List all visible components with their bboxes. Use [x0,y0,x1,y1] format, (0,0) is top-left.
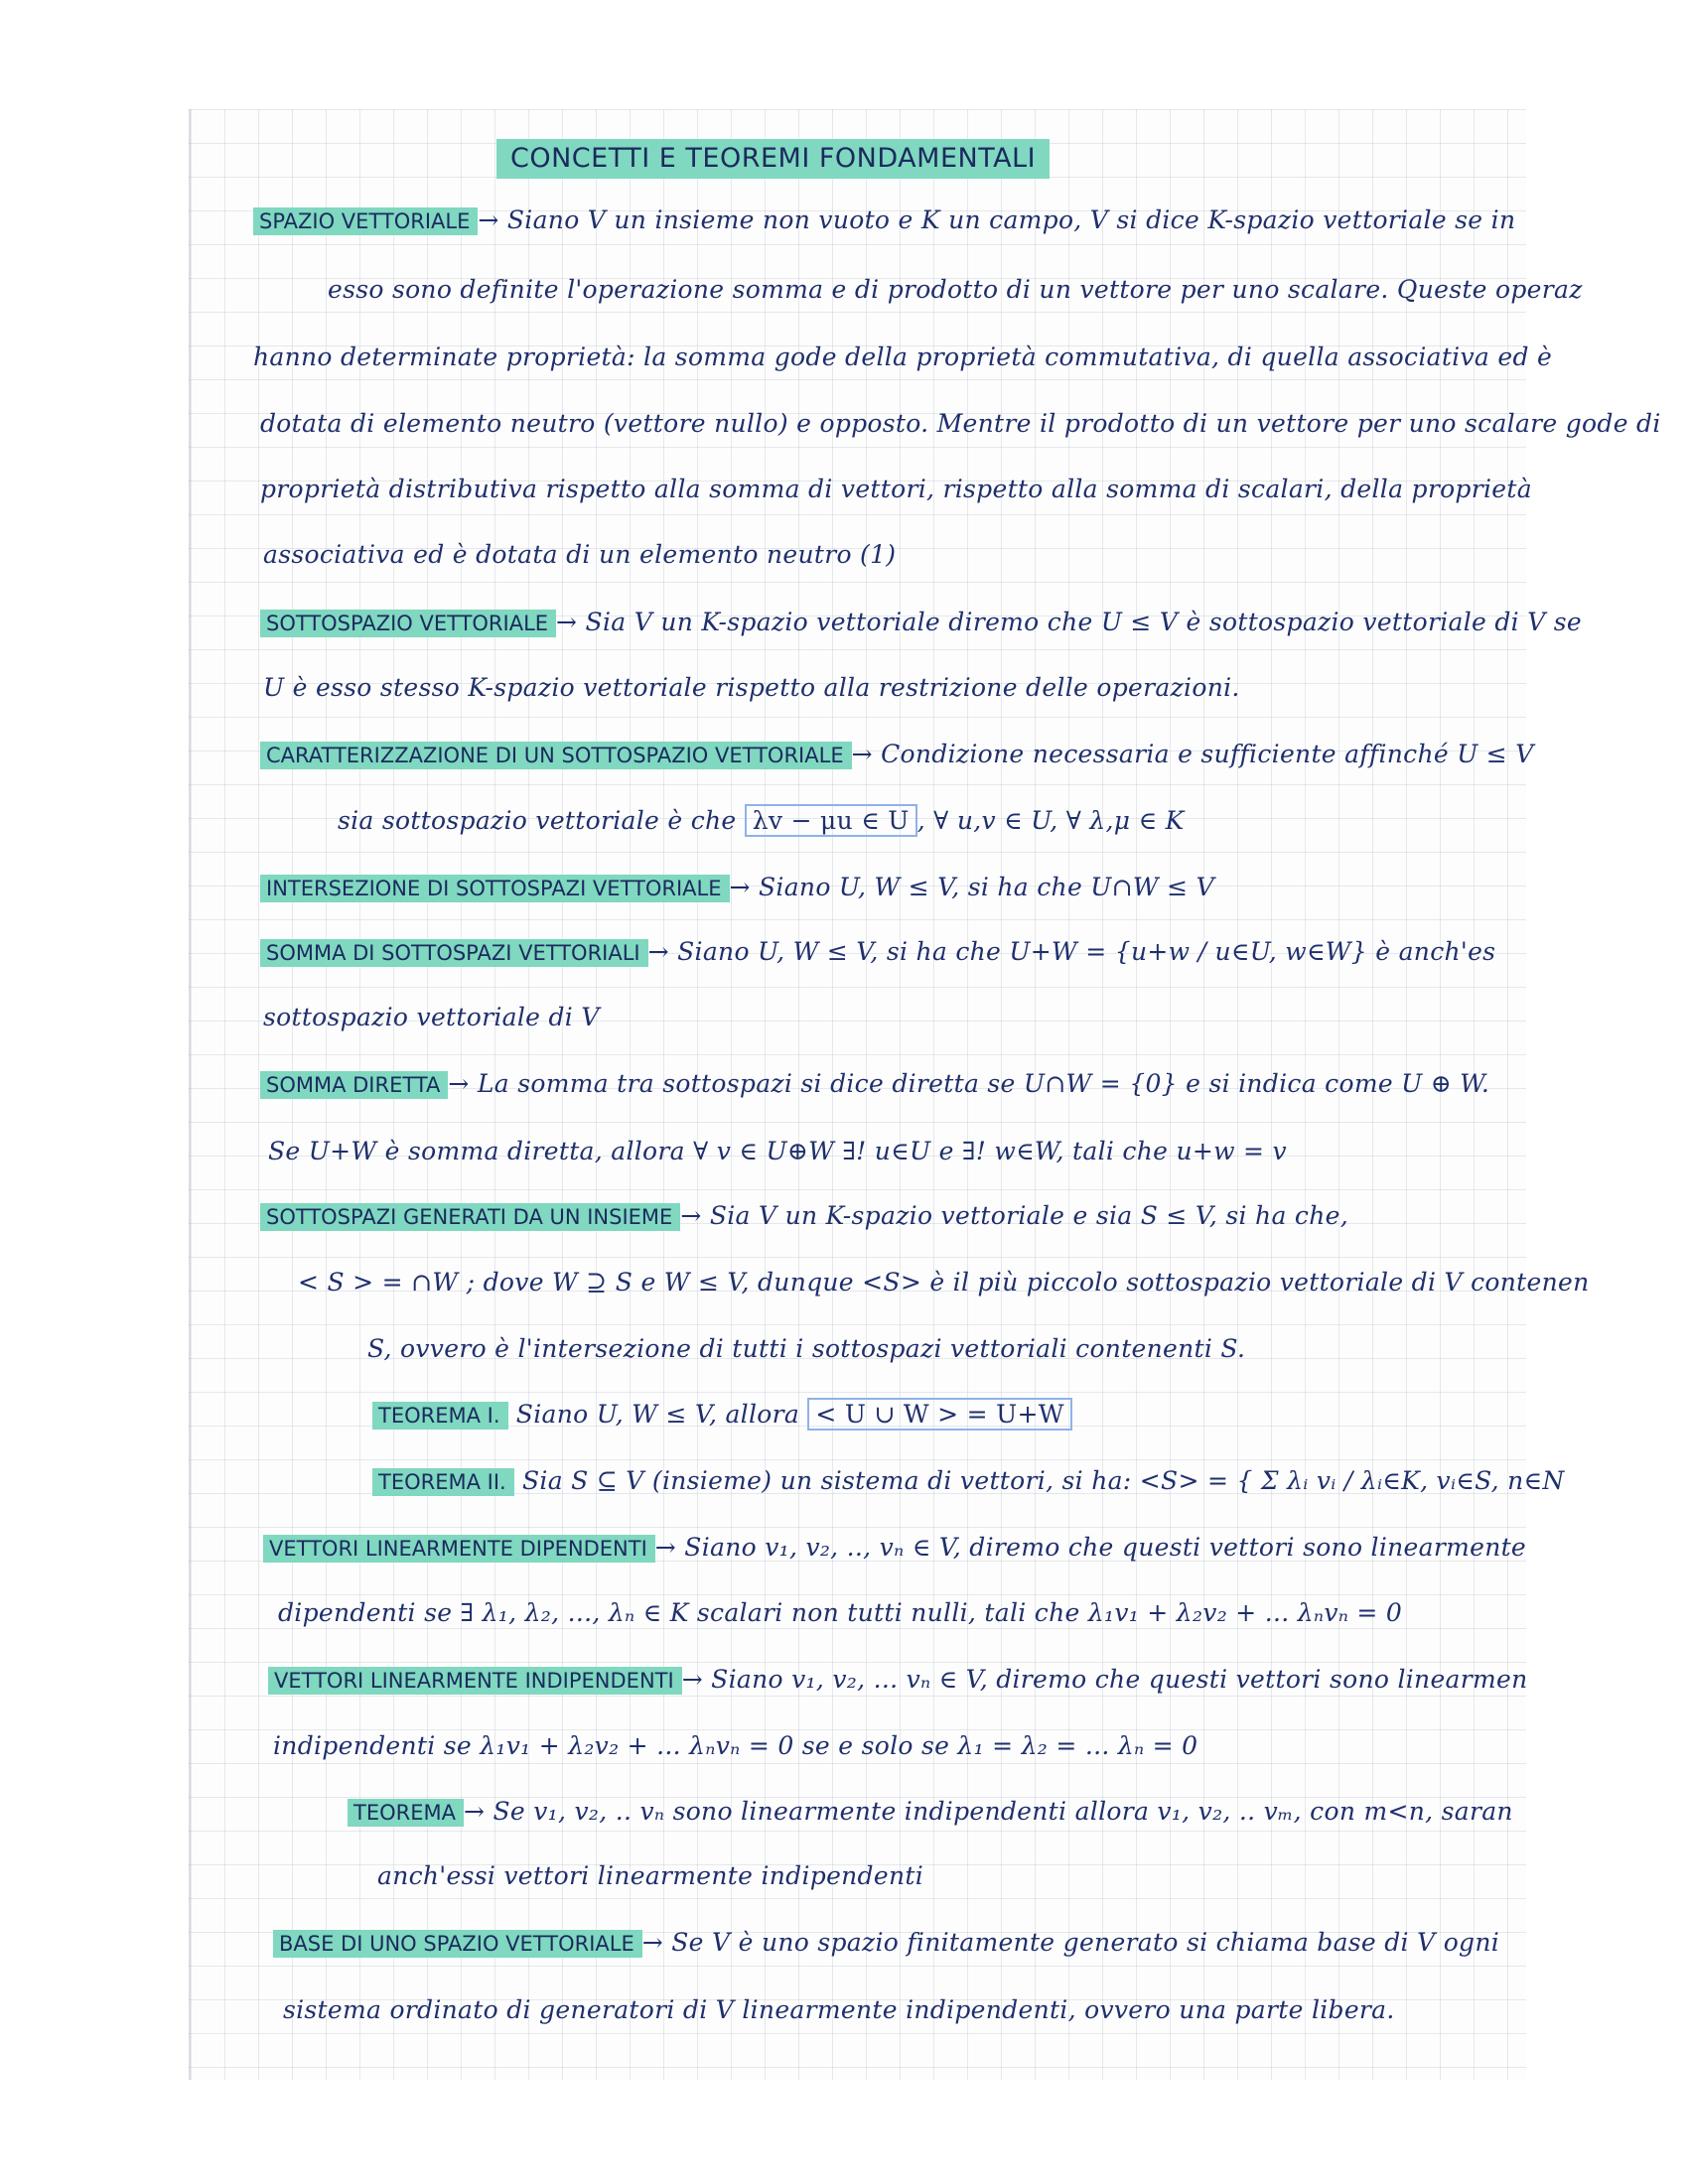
spazio-line-3: hanno determinate proprietà: la somma gode della proprietà commutativa, di quella associativa ed è [253,342,1553,371]
sotto-line-2: U è esso stesso K-spazio vettoriale rispetto alla restrizione delle operazioni. [263,673,1240,702]
teo3-label: TEOREMA [348,1799,464,1827]
generati-line-2: < S > = ∩W ; dove W ⊇ S e W ≤ V, dunque <S> è il più piccolo sottospazio vettoriale di V contenen [298,1268,1590,1297]
teo1-formula: < U ∪ W > = U+W [807,1398,1071,1431]
somma-line-1 [260,935,1688,970]
dip-text-1: → Siano v₁, v₂, .., vₙ ∈ V, diremo che questi vettori sono linearmente [654,1533,1527,1562]
indip-text-1: → Siano v₁, v₂, ... vₙ ∈ V, diremo che questi vettori sono linearmen [681,1665,1528,1694]
diretta-line-1 [260,1067,1688,1102]
sotto-label: SOTTOSPAZIO VETTORIALE [260,610,556,637]
spazio-label: SPAZIO VETTORIALE [253,207,478,235]
base-label: BASE DI UNO SPAZIO VETTORIALE [273,1930,642,1958]
generati-label: SOTTOSPAZI GENERATI DA UN INSIEME [260,1203,680,1231]
indip-line-2: indipendenti se λ₁v₁ + λ₂v₂ + ... λₙvₙ = 0 se e solo se λ₁ = λ₂ = ... λₙ = 0 [273,1731,1198,1760]
somma-line-2: sottospazio vettoriale di V [263,1003,600,1031]
indip-label: VETTORI LINEARMENTE INDIPENDENTI [268,1667,682,1695]
caratt-line-2 [338,804,1688,838]
spazio-line-1 [253,204,1688,238]
teo3-text-1: → Se v₁, v₂, .. vₙ sono linearmente indipendenti allora v₁, v₂, .. vₘ, con m<n, saran [463,1797,1513,1826]
spazio-line-4: dotata di elemento neutro (vettore nullo) e opposto. Mentre il prodotto di un vettore per uno scalare gode di [260,409,1661,438]
caratt-formula: λv − μu ∈ U [745,804,917,837]
teo2-label: TEOREMA II. [372,1468,514,1496]
teo1-label: TEOREMA I. [372,1402,508,1430]
spazio-line-5: proprietà distributiva rispetto alla somma di vettori, rispetto alla somma di scalari, della proprietà [260,475,1532,503]
caratt-label: CARATTERIZZAZIONE DI UN SOTTOSPAZIO VETTORIALE [260,742,852,769]
caratt-text-1: → Condizione necessaria e sufficiente affinché U ≤ V [851,740,1534,768]
somma-text-1: → Siano U, W ≤ V, si ha che U+W = {u+w / u∈U, w∈W} è anch'es [647,937,1496,966]
teo2-line [372,1464,1688,1499]
inters-label: INTERSEZIONE DI SOTTOSPAZI VETTORIALE [260,875,730,902]
teo1-text: Siano U, W ≤ V, allora [515,1400,800,1429]
base-line-1 [273,1926,1688,1961]
page-title: CONCETTI E TEOREMI FONDAMENTALI [496,139,1050,179]
spazio-line-6: associativa ed è dotata di un elemento neutro (1) [263,540,897,569]
dip-line-1 [263,1531,1688,1566]
generati-line-3: S, ovvero è l'intersezione di tutti i sottospazi vettoriali contenenti S. [367,1334,1246,1363]
teo1-line [372,1398,1688,1433]
teo2-text: Sia S ⊆ V (insieme) un sistema di vettori, si ha: <S> = { Σ λᵢ vᵢ / λᵢ∈K, vᵢ∈S, n∈N [521,1466,1565,1495]
spazio-line-2: esso sono definite l'operazione somma e di prodotto di un vettore per uno scalare. Queste operaz [328,275,1583,304]
caratt-line-1 [260,738,1688,772]
spazio-text-1: → Siano V un insieme non vuoto e K un campo, V si dice K-spazio vettoriale se in [478,205,1516,234]
sotto-text-1: → Sia V un K-spazio vettoriale diremo che U ≤ V è sottospazio vettoriale di V se [556,608,1583,636]
base-text-1: → Se V è uno spazio finitamente generato si chiama base di V ogni [641,1928,1500,1957]
sotto-line-1 [260,606,1688,640]
generati-line-1 [260,1199,1688,1234]
dip-label: VETTORI LINEARMENTE DIPENDENTI [263,1535,655,1563]
dip-line-2: dipendenti se ∃ λ₁, λ₂, ..., λₙ ∈ K scalari non tutti nulli, tali che λ₁v₁ + λ₂v₂ + ... λₙvₙ = 0 [278,1598,1403,1627]
teo3-line-2: anch'essi vettori linearmente indipendenti [377,1861,924,1890]
diretta-text-1: → La somma tra sottospazi si dice diretta se U∩W = {0} e si indica come U ⊕ W. [448,1069,1490,1098]
diretta-label: SOMMA DIRETTA [260,1071,448,1099]
inters-text-1: → Siano U, W ≤ V, si ha che U∩W ≤ V [729,873,1214,901]
base-line-2: sistema ordinato di generatori di V linearmente indipendenti, ovvero una parte libera. [283,1995,1395,2024]
teo3-line-1 [348,1795,1688,1830]
caratt-text-2a: sia sottospazio vettoriale è che [338,806,737,835]
indip-line-1 [268,1663,1688,1698]
caratt-text-2b: , ∀ u,v ∈ U, ∀ λ,μ ∈ K [916,806,1185,835]
generati-text-1: → Sia V un K-spazio vettoriale e sia S ≤ V, si ha che, [680,1201,1348,1230]
inters-line-1 [260,871,1688,905]
diretta-line-2: Se U+W è somma diretta, allora ∀ v ∈ U⊕W ∃! u∈U e ∃! w∈W, tali che u+w = v [268,1137,1287,1165]
somma-label: SOMMA DI SOTTOSPAZI VETTORIALI [260,939,648,967]
